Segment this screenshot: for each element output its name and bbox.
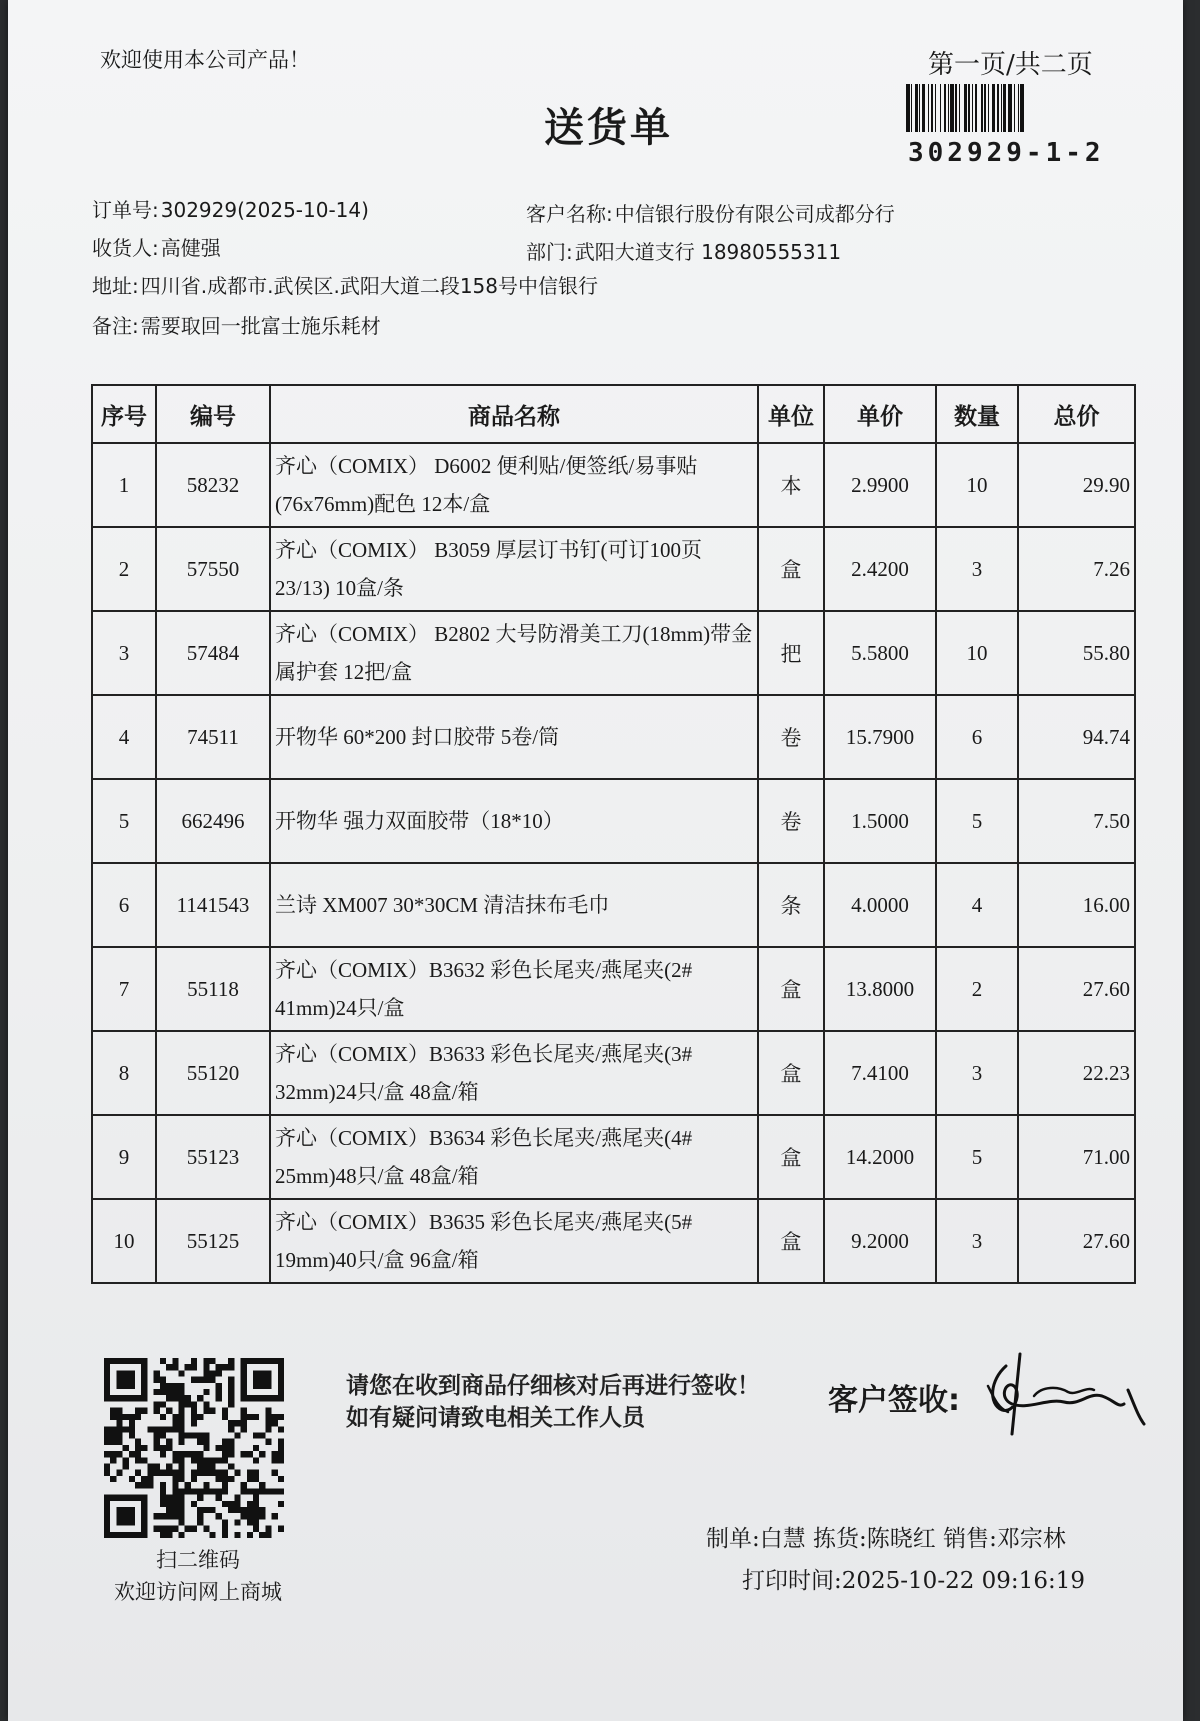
- cell-price: 7.4100: [824, 1031, 936, 1115]
- department-line: [526, 236, 841, 265]
- cell-name: 齐心（COMIX）B3633 彩色长尾夹/燕尾夹(3# 32mm)24只/盒 48盒/箱: [270, 1031, 758, 1115]
- cell-seq: 1: [92, 443, 156, 527]
- cell-qty: 3: [936, 527, 1018, 611]
- cell-seq: 5: [92, 779, 156, 863]
- cell-total: 22.23: [1018, 1031, 1135, 1115]
- cell-seq: 2: [92, 527, 156, 611]
- cell-code: 662496: [156, 779, 270, 863]
- cell-qty: 10: [936, 611, 1018, 695]
- address-line: [92, 270, 598, 299]
- items-table: [91, 384, 1136, 1284]
- table-row: [92, 1031, 1135, 1115]
- cell-name: 兰诗 XM007 30*30CM 清洁抹布毛巾: [270, 863, 758, 947]
- cell-qty: 2: [936, 947, 1018, 1031]
- cell-qty: 5: [936, 1115, 1018, 1199]
- cell-name: 齐心（COMIX） D6002 便利贴/便签纸/易事贴(76x76mm)配色 12本/盒: [270, 443, 758, 527]
- receiver-line: [92, 232, 221, 261]
- cell-name: 齐心（COMIX）B3634 彩色长尾夹/燕尾夹(4# 25mm)48只/盒 48盒/箱: [270, 1115, 758, 1199]
- cell-total: 71.00: [1018, 1115, 1135, 1199]
- cell-total: 7.50: [1018, 779, 1135, 863]
- cell-code: 57550: [156, 527, 270, 611]
- cell-code: 58232: [156, 443, 270, 527]
- cell-total: 27.60: [1018, 1199, 1135, 1283]
- cell-seq: 4: [92, 695, 156, 779]
- cell-unit: 本: [758, 443, 824, 527]
- cell-price: 9.2000: [824, 1199, 936, 1283]
- table-row: [92, 611, 1135, 695]
- cell-total: 7.26: [1018, 527, 1135, 611]
- cell-price: 1.5000: [824, 779, 936, 863]
- remark-value: 需要取回一批富士施乐耗材: [140, 314, 381, 338]
- table-row: [92, 443, 1135, 527]
- cell-seq: 3: [92, 611, 156, 695]
- cell-unit: 卷: [758, 779, 824, 863]
- cell-seq: 7: [92, 947, 156, 1031]
- barcode-number: 302929-1-2: [908, 138, 1105, 168]
- cell-name: 齐心（COMIX） B3059 厚层订书钉(可订100页23/13) 10盒/条: [270, 527, 758, 611]
- cell-unit: 条: [758, 863, 824, 947]
- order-number-label: 订单号:: [92, 198, 159, 222]
- cell-name: 开物华 60*200 封口胶带 5卷/筒: [270, 695, 758, 779]
- cell-qty: 10: [936, 443, 1018, 527]
- cell-qty: 6: [936, 695, 1018, 779]
- customer-label: 客户名称:: [526, 202, 613, 226]
- cell-code: 55123: [156, 1115, 270, 1199]
- cell-name: 齐心（COMIX）B3635 彩色长尾夹/燕尾夹(5# 19mm)40只/盒 96盒/箱: [270, 1199, 758, 1283]
- cell-seq: 10: [92, 1199, 156, 1283]
- customer-sign-label: 客户签收:: [828, 1383, 960, 1418]
- cell-price: 2.4200: [824, 527, 936, 611]
- cell-unit: 卷: [758, 695, 824, 779]
- order-number-line: [92, 194, 369, 223]
- header-unit: 单位: [758, 385, 824, 443]
- cell-name: 齐心（COMIX） B2802 大号防滑美工刀(18mm)带金属护套 12把/盒: [270, 611, 758, 695]
- cell-total: 94.74: [1018, 695, 1135, 779]
- cell-unit: 把: [758, 611, 824, 695]
- print-time: 打印时间:2025-10-22 09:16:19: [742, 1568, 1085, 1594]
- department-label: 部门:: [526, 240, 573, 264]
- cell-price: 15.7900: [824, 695, 936, 779]
- cell-unit: 盒: [758, 527, 824, 611]
- header-total: 总价: [1018, 385, 1135, 443]
- cell-unit: 盒: [758, 1115, 824, 1199]
- receiver-value: 高健强: [160, 236, 221, 260]
- qr-caption-scan: 扫二维码: [156, 1548, 240, 1572]
- cell-unit: 盒: [758, 1199, 824, 1283]
- cell-total: 29.90: [1018, 443, 1135, 527]
- cell-price: 2.9900: [824, 443, 936, 527]
- table-row: [92, 947, 1135, 1031]
- cell-seq: 6: [92, 863, 156, 947]
- address-value: 四川省.成都市.武侯区.武阳大道二段158号中信银行: [140, 274, 598, 298]
- qr-code[interactable]: [104, 1358, 284, 1538]
- welcome-text: 欢迎使用本公司产品！: [100, 48, 310, 72]
- customer-line: [526, 198, 895, 227]
- check-notice: 请您在收到商品仔细核对后再进行签收！如有疑问请致电相关工作人员: [346, 1373, 760, 1431]
- cell-name: 齐心（COMIX）B3632 彩色长尾夹/燕尾夹(2# 41mm)24只/盒: [270, 947, 758, 1031]
- table-row: [92, 1115, 1135, 1199]
- cell-total: 16.00: [1018, 863, 1135, 947]
- qr-caption-visit: 欢迎访问网上商城: [114, 1580, 282, 1604]
- remark-label: 备注:: [92, 314, 139, 338]
- table-row: [92, 779, 1135, 863]
- cell-code: 1141543: [156, 863, 270, 947]
- header-code: 编号: [156, 385, 270, 443]
- department-value: 武阳大道支行 18980555311: [574, 240, 842, 264]
- header-qty: 数量: [936, 385, 1018, 443]
- cell-seq: 8: [92, 1031, 156, 1115]
- handwritten-signature: [968, 1346, 1148, 1438]
- page-indicator: 第一页/共二页: [928, 50, 1093, 80]
- barcode: [906, 84, 1118, 132]
- cell-price: 13.8000: [824, 947, 936, 1031]
- cell-unit: 盒: [758, 947, 824, 1031]
- document-title: 送货单: [544, 105, 673, 151]
- cell-total: 55.80: [1018, 611, 1135, 695]
- table-row: [92, 527, 1135, 611]
- table-row: [92, 1199, 1135, 1283]
- cell-price: 5.5800: [824, 611, 936, 695]
- cell-qty: 5: [936, 779, 1018, 863]
- table-row: [92, 695, 1135, 779]
- cell-qty: 3: [936, 1199, 1018, 1283]
- table-row: [92, 863, 1135, 947]
- staff-info: 制单:白慧 拣货:陈晓红 销售:邓宗林: [706, 1526, 1066, 1552]
- cell-price: 14.2000: [824, 1115, 936, 1199]
- table-header-row: [92, 385, 1135, 443]
- cell-qty: 3: [936, 1031, 1018, 1115]
- cell-code: 74511: [156, 695, 270, 779]
- remark-line: [92, 310, 381, 339]
- header-name: 商品名称: [270, 385, 758, 443]
- delivery-note-paper: [8, 0, 1183, 1721]
- address-label: 地址:: [92, 274, 139, 298]
- cell-code: 57484: [156, 611, 270, 695]
- cell-total: 27.60: [1018, 947, 1135, 1031]
- qr-caption: [92, 1544, 304, 1608]
- cell-price: 4.0000: [824, 863, 936, 947]
- cell-name: 开物华 强力双面胶带（18*10）: [270, 779, 758, 863]
- cell-code: 55125: [156, 1199, 270, 1283]
- cell-code: 55118: [156, 947, 270, 1031]
- receiver-label: 收货人:: [92, 236, 159, 260]
- cell-unit: 盒: [758, 1031, 824, 1115]
- cell-seq: 9: [92, 1115, 156, 1199]
- header-price: 单价: [824, 385, 936, 443]
- header-seq: 序号: [92, 385, 156, 443]
- order-number-value: 302929(2025-10-14): [160, 198, 369, 222]
- customer-value: 中信银行股份有限公司成都分行: [614, 202, 895, 226]
- cell-code: 55120: [156, 1031, 270, 1115]
- cell-qty: 4: [936, 863, 1018, 947]
